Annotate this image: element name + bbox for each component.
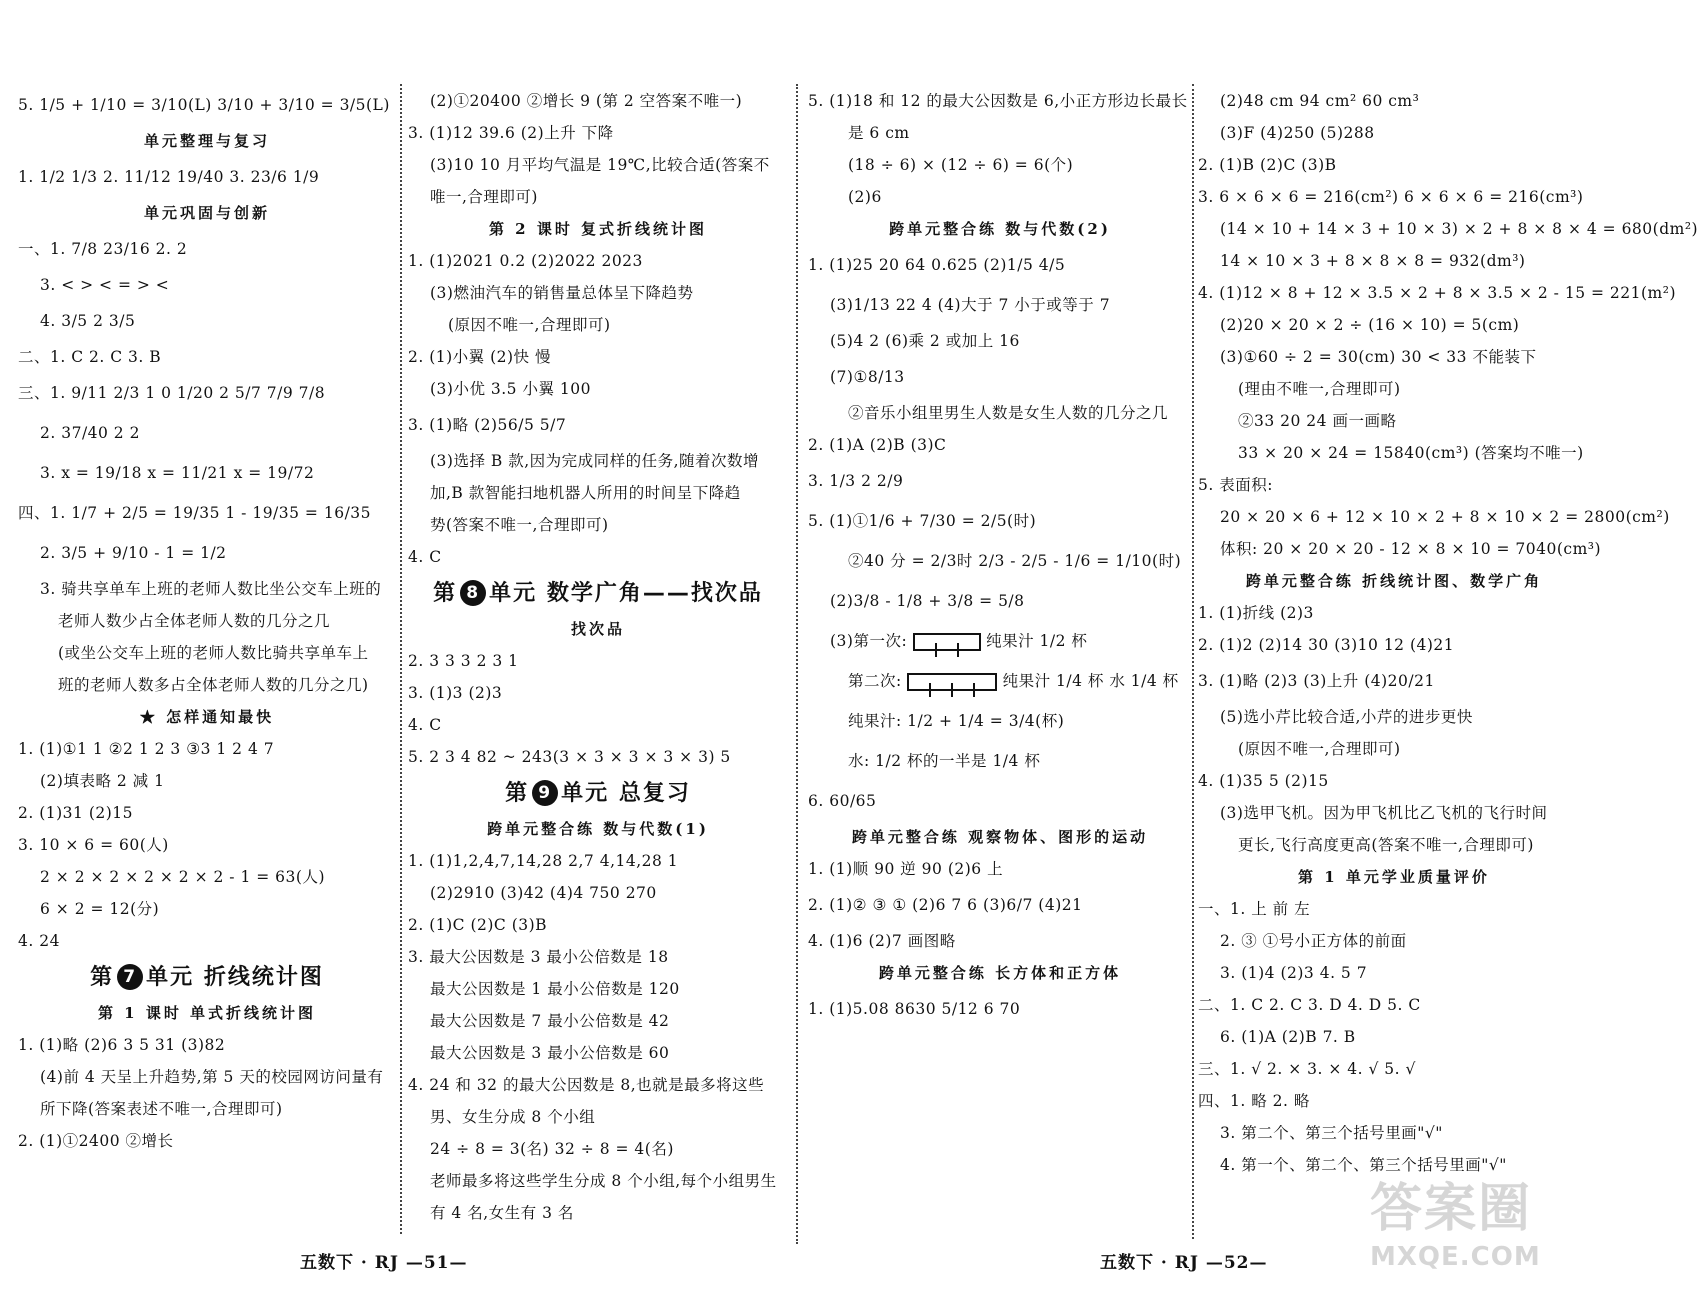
answer-line: 24 ÷ 8 = 3(名) 32 ÷ 8 = 4(名) [430,1140,674,1158]
answer-line: 33 × 20 × 24 = 15840(cm³) (答案均不唯一) [1238,444,1584,462]
cup-text: 纯果汁 1/2 杯 [986,632,1088,650]
answer-line: 三、1. √ 2. × 3. × 4. √ 5. √ [1198,1060,1416,1078]
cup-label: (3)第一次: [830,632,908,650]
answer-line: 3. (1)3 (2)3 [408,684,503,702]
answer-line: (2)①20400 ②增长 9 (第 2 空答案不唯一) [430,92,743,110]
section-heading: 跨单元整合练 观察物体、图形的运动 [851,828,1149,846]
answer-line: 更长,飞行高度更高(答案不唯一,合理即可) [1238,836,1534,854]
answer-line: 四、1. 略 2. 略 [1198,1092,1310,1110]
unit-number-badge: 8 [460,580,486,606]
column-divider [796,84,798,1244]
answer-line: 4. (1)6 (2)7 画图略 [808,932,956,950]
answer-line: 1. (1)2021 0.2 (2)2022 2023 [408,252,643,270]
column-lines [408,816,788,1226]
answer-line: (7)①8/13 [830,368,905,386]
answer-line: 4. 第一个、第二个、第三个括号里画"√" [1220,1156,1507,1174]
answer-line: 2. 37/40 2 2 [40,424,140,442]
cup-diagram-first [808,624,1192,658]
answer-line: 1. (1)25 20 64 0.625 (2)1/5 4/5 [808,256,1066,274]
answer-line: ②33 20 24 画一画略 [1238,412,1397,430]
cup-diagram-second [808,664,1192,698]
answer-line: 三、1. 9/11 2/3 1 0 1/20 2 5/7 7/9 7/8 [18,384,326,402]
column-lines [808,704,1192,1026]
column-lines [18,88,396,954]
page-footer-right: 五数下 · RJ —52— [1100,1253,1268,1273]
answer-line: (3)小优 3.5 小翼 100 [430,380,591,398]
answer-line: (3)1/13 22 4 (4)大于 7 小于或等于 7 [830,296,1111,314]
answer-line: 势(答案不唯一,合理即可) [430,516,609,534]
answer-line: (原因不唯一,合理即可) [1238,740,1401,758]
column-divider [1192,84,1194,1239]
answer-line: (3)选甲飞机。因为甲飞机比乙飞机的飞行时间 [1220,804,1548,822]
unit-title: 单元 数学广角——找次品 [489,581,763,606]
answer-line: 二、1. C 2. C 3. B [18,348,162,366]
section-heading: 跨单元整合练 长方体和正方体 [878,964,1122,982]
section-heading: 跨单元整合练 折线统计图、数学广角 [1245,572,1543,590]
answer-line: 水: 1/2 杯的一半是 1/4 杯 [848,752,1041,770]
answer-line: 5. 2 3 4 82 ~ 243(3 × 3 × 3 × 3 × 3) 5 [408,748,731,766]
answer-line: 2 × 2 × 2 × 2 × 2 × 2 - 1 = 63(人) [40,868,325,886]
answer-line: 2. (1)31 (2)15 [18,804,134,822]
answer-line: 一、1. 7/8 23/16 2. 2 [18,240,188,258]
answer-line: 2. (1)A (2)B (3)C [808,436,947,454]
unit-title: 单元 折线统计图 [146,965,324,990]
unit-number-badge: 9 [532,780,558,806]
unit-prefix: 第 [505,781,530,806]
section-heading: 第 1 单元学业质量评价 [1298,868,1490,886]
answer-line: 2. 3/5 + 9/10 - 1 = 1/2 [40,544,227,562]
answer-line: 6. 60/65 [808,792,877,810]
answer-line: 1. (1)1,2,4,7,14,28 2,7 4,14,28 1 [408,852,679,870]
answer-line: (5)4 2 (6)乘 2 或加上 16 [830,332,1020,350]
answer-line: 1. (1)折线 (2)3 [1198,604,1314,622]
answer-line: (2)填表略 2 减 1 [40,772,165,790]
answer-line: (2)2910 (3)42 (4)4 750 270 [430,884,657,902]
answer-column-3 [808,88,1192,1238]
unit-7-heading [18,960,396,996]
answer-line: 4. 24 [18,932,60,950]
answer-line: 3. 最大公因数是 3 最小公倍数是 18 [408,948,669,966]
answer-line: 2. (1)小翼 (2)快 慢 [408,348,551,366]
answer-line: (4)前 4 天呈上升趋势,第 5 天的校园网访问量有 [40,1068,384,1086]
answer-line: (14 × 10 + 14 × 3 + 10 × 3) × 2 + 8 × 8 × 4 = 680(dm²) [1220,220,1698,238]
unit-9-heading [408,776,788,812]
answer-line: (2)20 × 20 × 2 ÷ (16 × 10) = 5(cm) [1220,316,1520,334]
cup-text: 纯果汁 1/4 杯 水 1/4 杯 [1002,672,1179,690]
answer-line: 加,B 款智能扫地机器人所用的时间呈下降趋 [430,484,741,502]
answer-line: (3)F (4)250 (5)288 [1220,124,1375,142]
answer-line: 2. (1)①2400 ②增长 [18,1132,174,1150]
answer-line: (理由不唯一,合理即可) [1238,380,1401,398]
section-heading: 第 1 课时 单式折线统计图 [97,1004,317,1022]
answer-line: 3. 骑共享单车上班的老师人数比坐公交车上班的 [40,580,382,598]
answer-line: 3. (1)4 (2)3 4. 5 7 [1220,964,1368,982]
section-heading: 单元整理与复习 [143,132,270,150]
answer-line: 1. 1/2 1/3 2. 11/12 19/40 3. 23/6 1/9 [18,168,320,186]
answer-line: 1. (1)顺 90 逆 90 (2)6 上 [808,860,1004,878]
watermark-text: 答案圈 [1370,1179,1533,1239]
answer-line: (或坐公交车上班的老师人数比骑共享单车上 [58,644,369,662]
answer-line: ②40 分 = 2/3时 2/3 - 2/5 - 1/6 = 1/10(时) [848,552,1182,570]
unit-prefix: 第 [90,965,115,990]
answer-line: 二、1. C 2. C 3. D 4. D 5. C [1198,996,1421,1014]
answer-line: 6. (1)A (2)B 7. B [1220,1028,1356,1046]
unit-8-heading [408,576,788,612]
answer-line: 4. (1)12 × 8 + 12 × 3.5 × 2 + 8 × 3.5 × 2 - 15 = 221(m²) [1198,284,1676,302]
answer-line: (2)3/8 - 1/8 + 3/8 = 5/8 [830,592,1025,610]
answer-line: 3. 1/3 2 2/9 [808,472,904,490]
answer-column-4 [1198,88,1698,1238]
answer-line: 老师最多将这些学生分成 8 个小组,每个小组男生 [430,1172,777,1190]
answer-line: 四、1. 1/7 + 2/5 = 19/35 1 - 19/35 = 16/35 [18,504,372,522]
answer-line: 5. (1)①1/6 + 7/30 = 2/5(时) [808,512,1037,530]
answer-line: (2)6 [848,188,882,206]
unit-prefix: 第 [433,581,458,606]
answer-line: 4. C [408,548,442,566]
answer-line: 4. (1)35 5 (2)15 [1198,772,1329,790]
answer-line: 4. C [408,716,442,734]
answer-line: (3)燃油汽车的销售量总体呈下降趋势 [430,284,694,302]
answer-line: 1. (1)略 (2)6 3 5 31 (3)82 [18,1036,226,1054]
answer-line: 6 × 2 = 12(分) [40,900,160,918]
answer-line: 5. 表面积: [1198,476,1273,494]
page-footer-left: 五数下 · RJ —51— [300,1253,468,1273]
column-lines [1198,88,1698,1178]
section-heading: 跨单元整合练 数与代数(1) [487,820,709,838]
watermark-logo [1370,1177,1580,1287]
answer-column-2 [408,88,788,1238]
answer-line: 3. (1)略 (2)3 (3)上升 (4)20/21 [1198,672,1435,690]
answer-line: 5. (1)18 和 12 的最大公因数是 6,小正方形边长最长 [808,92,1188,110]
answer-line: 14 × 10 × 3 + 8 × 8 × 8 = 932(dm³) [1220,252,1526,270]
section-heading: ★ 怎样通知最快 [139,708,275,726]
answer-line: 2. (1)C (2)C (3)B [408,916,548,934]
answer-line: 3. < > < = > < [40,276,170,294]
unit-number-badge: 7 [117,964,143,990]
answer-line: 2. ③ ①号小正方体的前面 [1220,932,1407,950]
answer-line: 2. (1)② ③ ① (2)6 7 6 (3)6/7 (4)21 [808,896,1083,914]
answer-line: 3. 10 × 6 = 60(人) [18,836,169,854]
answer-line: 班的老师人数多占全体老师人数的几分之几) [58,676,369,694]
answer-line: (3)①60 ÷ 2 = 30(cm) 30 < 33 不能装下 [1220,348,1537,366]
answer-line: 3. 第二个、第三个括号里画"√" [1220,1124,1443,1142]
column-lines [808,88,1192,618]
section-heading: 找次品 [570,620,625,638]
answer-line: (3)10 10 月平均气温是 19℃,比较合适(答案不 [430,156,770,174]
answer-line: 纯果汁: 1/2 + 1/4 = 3/4(杯) [848,712,1065,730]
answer-line: 3. (1)略 (2)56/5 5/7 [408,416,567,434]
answer-line: 男、女生分成 8 个小组 [430,1108,596,1126]
answer-line: 5. 1/5 + 1/10 = 3/10(L) 3/10 + 3/10 = 3/5(L) [18,96,390,114]
answer-line: (5)选小芹比较合适,小芹的进步更快 [1220,708,1473,726]
answer-line: (原因不唯一,合理即可) [448,316,611,334]
answer-line: 4. 3/5 2 3/5 [40,312,136,330]
answer-line: 3. 6 × 6 × 6 = 216(cm²) 6 × 6 × 6 = 216(cm³) [1198,188,1584,206]
answer-line: 唯一,合理即可) [430,188,538,206]
answer-line: 所下降(答案表述不唯一,合理即可) [40,1100,283,1118]
answer-line: 4. 24 和 32 的最大公因数是 8,也就是最多将这些 [408,1076,765,1094]
column-divider [400,84,402,1234]
watermark-url: MXQE.COM [1370,1242,1541,1272]
answer-line: 1. (1)①1 1 ②2 1 2 3 ③3 1 2 4 7 [18,740,275,758]
answer-line: 一、1. 上 前 左 [1198,900,1311,918]
answer-line: 3. x = 19/18 x = 11/21 x = 19/72 [40,464,315,482]
cup-label: 第二次: [848,672,902,690]
answer-line: 最大公因数是 3 最小公倍数是 60 [430,1044,670,1062]
unit-title: 单元 总复习 [561,781,691,806]
answer-line: 2. (1)2 (2)14 30 (3)10 12 (4)21 [1198,636,1455,654]
answer-line: 是 6 cm [848,124,910,142]
answer-line: 体积: 20 × 20 × 20 - 12 × 8 × 10 = 7040(cm³) [1220,540,1602,558]
answer-line: 20 × 20 × 6 + 12 × 10 × 2 + 8 × 10 × 2 = 2800(cm²) [1220,508,1670,526]
section-heading: 跨单元整合练 数与代数(2) [889,220,1111,238]
answer-line: 2. (1)B (2)C (3)B [1198,156,1337,174]
column-lines [408,616,788,770]
cup-boxes [907,673,997,691]
section-heading: 单元巩固与创新 [143,204,270,222]
column-lines [408,88,788,570]
answer-line: ②音乐小组里男生人数是女生人数的几分之几 [848,404,1169,422]
cup-boxes [913,633,981,651]
section-heading: 第 2 课时 复式折线统计图 [488,220,708,238]
answer-line: 最大公因数是 7 最小公倍数是 42 [430,1012,670,1030]
answer-line: 有 4 名,女生有 3 名 [430,1204,574,1222]
answer-line: 2. 3 3 3 2 3 1 [408,652,519,670]
answer-line: (18 ÷ 6) × (12 ÷ 6) = 6(个) [848,156,1074,174]
column-lines [18,1000,396,1154]
answer-line: 最大公因数是 1 最小公倍数是 120 [430,980,680,998]
answer-line: (3)选择 B 款,因为完成同样的任务,随着次数增 [430,452,760,470]
answer-column-1 [18,88,396,1238]
answer-line: (2)48 cm 94 cm² 60 cm³ [1220,92,1420,110]
answer-line: 老师人数少占全体老师人数的几分之几 [58,612,331,630]
answer-line: 3. (1)12 39.6 (2)上升 下降 [408,124,614,142]
answer-line: 1. (1)5.08 8630 5/12 6 70 [808,1000,1021,1018]
